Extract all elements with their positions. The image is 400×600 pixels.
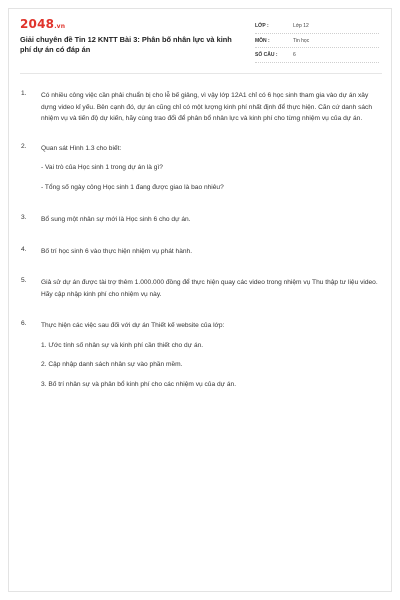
logo-number: 2048 <box>20 17 55 31</box>
question-number: 6. <box>21 320 27 327</box>
meta-row-class <box>255 21 379 34</box>
question-1 <box>21 90 381 125</box>
question-sub-item: 1. Ước tính số nhân sự và kinh phí cần thiết cho dự án. <box>41 341 204 349</box>
document-page <box>8 8 392 592</box>
question-sub-item: 3. Bố trí nhân sự và phân bổ kinh phí cho các nhiệm vụ của dự án. <box>41 380 237 388</box>
meta-row-count <box>255 50 379 63</box>
question-text: Có nhiều công việc cần phải chuẩn bị cho lễ bế giảng, vì vậy lớp 12A1 chỉ có 6 học sinh tham gia vào dự án xây dựng video kỉ yếu. Bên cạnh đó, dự án cũng chỉ có một lượng kinh phí nhất định để thực hiện. Căn cứ danh sách nhiệm vụ và tiến độ dự kiến, hãy cùng trao đổi để phân bổ nhân lực và kinh phí cho từng nhiệm vụ của dự án. <box>41 92 373 122</box>
question-text: Thực hiện các việc sau đối với dự án Thiết kế website của lớp: <box>41 322 225 329</box>
question-3 <box>21 214 381 226</box>
meta-label: MÔN : <box>255 37 270 44</box>
question-sub-item: - Vai trò của Học sinh 1 trong dự án là gì? <box>41 164 163 171</box>
question-number: 4. <box>21 245 27 253</box>
question-sub-item: - Tổng số ngày công Học sinh 1 đang được giao là bao nhiêu? <box>41 183 224 191</box>
page-title: Giải chuyên đề Tin 12 KNTT Bài 3: Phân bố nhân lực và kinh phí dự án có đáp án <box>20 35 232 54</box>
header-divider <box>20 73 382 74</box>
logo-suffix: .vn <box>54 23 66 30</box>
meta-value: 6 <box>293 52 296 58</box>
meta-info <box>255 21 379 65</box>
question-number: 5. <box>21 277 27 284</box>
question-text: Bổ sung một nhân sự mới là Học sinh 6 cho dự án. <box>41 216 191 223</box>
question-sub-item: 2. Cập nhập danh sách nhân sự vào phần mềm. <box>41 361 183 368</box>
header <box>9 9 393 71</box>
question-text: Bố trí học sinh 6 vào thực hiện nhiệm vụ phát hành. <box>41 247 193 255</box>
site-logo[interactable] <box>20 17 65 31</box>
question-number: 3. <box>21 214 27 221</box>
meta-label: LỚP : <box>255 23 269 29</box>
question-number: 2. <box>21 142 27 150</box>
meta-value: Tin học <box>293 37 310 44</box>
question-number: 1. <box>21 90 27 97</box>
question-6 <box>21 320 381 390</box>
question-4 <box>21 246 381 258</box>
question-text: Giả sử dự án được tài trợ thêm 1.000.000 đồng để thực hiện quay các video trong nhiệm vụ Thu thập tư liệu video. Hãy cập nhập kinh phí cho nhiệm vụ này. <box>41 279 378 298</box>
question-2 <box>21 143 381 194</box>
question-5 <box>21 277 381 300</box>
meta-label: SỐ CÂU : <box>255 52 278 58</box>
question-list <box>21 90 381 390</box>
meta-row-subject <box>255 36 379 49</box>
meta-value: Lớp 12 <box>293 23 309 29</box>
question-text: Quan sát Hình 1.3 cho biết: <box>41 144 122 152</box>
